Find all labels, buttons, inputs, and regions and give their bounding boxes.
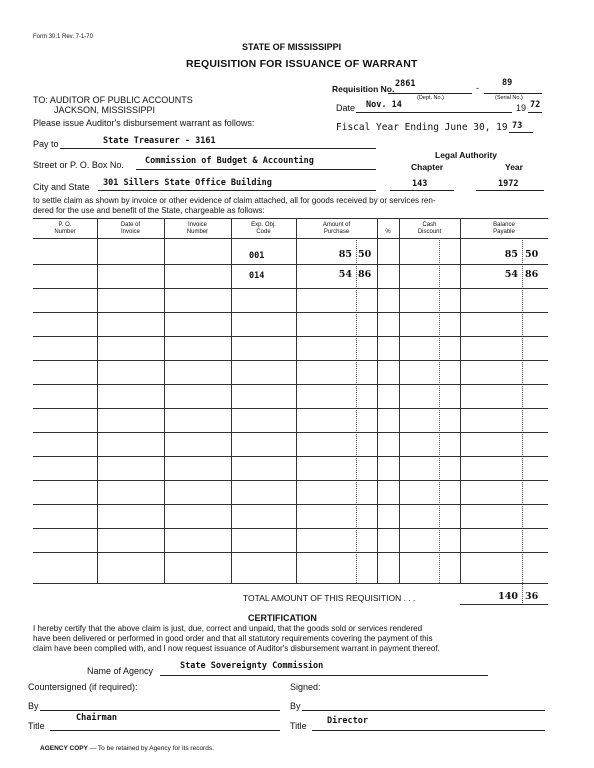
requisition-serial-no: 89 <box>502 78 513 88</box>
amount-cents-cell: 50 <box>358 249 372 260</box>
row-rule <box>33 312 548 313</box>
balance-cents-cell: 50 <box>525 249 539 260</box>
certification-line-1: I hereby certify that the above claim is just, due, correct and unpaid, that the goods sold or services rendered <box>33 624 423 633</box>
row-rule <box>33 408 548 409</box>
date-label: Date <box>336 103 356 113</box>
fiscal-year-suffix: 73 <box>512 121 523 131</box>
year-label: Year <box>505 162 523 172</box>
row-rule <box>33 288 548 289</box>
title-line-left <box>50 730 280 731</box>
amount-dollars-cell: 54 <box>338 269 352 280</box>
row-rule <box>33 504 548 505</box>
chapter-value: 143 <box>412 179 428 189</box>
to-line-2: JACKSON, MISSISSIPPI <box>54 105 156 115</box>
row-rule <box>33 480 548 481</box>
city-line <box>98 190 376 191</box>
street-value: Commission of Budget & Accounting <box>145 156 314 166</box>
certification-line-3: claim have been complied with, and I now request issuance of Auditor's disbursement warrant in payment thereof. <box>33 644 440 653</box>
requisition-label: Requisition No. <box>332 84 395 94</box>
footer-note <box>40 745 214 752</box>
serial-no-line <box>484 93 542 94</box>
pay-to-line <box>60 148 376 149</box>
certification-heading: CERTIFICATION <box>248 613 317 623</box>
table-top-border <box>33 218 548 219</box>
chapter-label: Chapter <box>411 162 444 172</box>
pay-to-label: Pay to <box>33 139 59 149</box>
table-header-border <box>33 238 548 239</box>
footer-copy-label: AGENCY COPY <box>40 745 88 752</box>
total-cents: 36 <box>525 591 539 602</box>
row-rule <box>33 384 548 385</box>
header-balance-text: Balance Payable <box>493 222 515 235</box>
discount-cents-divider <box>439 238 440 583</box>
header-amount-text: Amount of Purchase <box>322 222 351 235</box>
date-year-prefix: 19 <box>516 103 527 113</box>
row-rule <box>33 456 548 457</box>
dept-no-caption: (Dept. No.) <box>417 95 444 101</box>
header-pct-text: % <box>385 229 391 235</box>
header-po-number <box>33 222 97 235</box>
certification-line-2: have been delivered or performed in good order and that all statutory requirements covering the payment of this <box>33 634 433 643</box>
agency-name-value: State Sovereignty Commission <box>180 661 324 671</box>
row-rule <box>33 336 548 337</box>
legal-authority-heading: Legal Authority <box>435 150 498 160</box>
year-line <box>528 112 542 113</box>
city-value: 301 Sillers State Office Building <box>103 178 272 188</box>
table-bottom-border <box>33 583 548 584</box>
balance-cents-divider <box>522 238 523 603</box>
header-date-of-invoice <box>97 222 164 235</box>
balance-dollars-cell: 85 <box>504 249 518 260</box>
total-dollars: 140 <box>498 591 518 602</box>
header-po-text: P. O. Number <box>54 222 76 235</box>
amount-cents-cell: 86 <box>358 269 372 280</box>
by-line-left <box>40 710 280 711</box>
balance-dollars-cell: 54 <box>504 269 518 280</box>
street-label: Street or P. O. Box No. <box>33 160 124 170</box>
settle-text-1: to settle claim as shown by invoice or other evidence of claim attached, all for goods received by or services ren- <box>33 196 436 205</box>
settle-text-2: dered for the use and benefit of the State, chargeable as follows: <box>33 206 265 215</box>
title-value-right: Director <box>327 716 368 726</box>
row-rule <box>33 432 548 433</box>
amount-cents-divider <box>356 238 357 583</box>
header-discount-text: Cash Discount <box>417 222 442 235</box>
pay-to-value: State Treasurer - 3161 <box>103 136 216 146</box>
header-exp-obj-code <box>231 222 296 235</box>
legal-year-line <box>476 190 544 191</box>
date-year-suffix: 72 <box>530 100 541 110</box>
title-value-left: Chairman <box>76 713 117 723</box>
instruction-text: Please issue Auditor's disbursement warrant as follows: <box>33 118 255 128</box>
header-invoice-text: Invoice Number <box>186 222 209 235</box>
title-label-left: Title <box>28 721 45 731</box>
date-line <box>356 112 512 113</box>
agency-name-line <box>160 675 488 676</box>
title-line-right <box>312 730 545 731</box>
row-rule <box>33 552 548 553</box>
total-underline <box>460 604 548 605</box>
row-rule <box>33 528 548 529</box>
state-heading: STATE OF MISSISSIPPI <box>242 42 342 52</box>
row-rule <box>33 360 548 361</box>
by-label-left: By <box>28 701 39 711</box>
exp-code-cell: 014 <box>249 271 265 281</box>
city-label: City and State <box>33 182 90 192</box>
header-percent <box>377 229 399 236</box>
signed-label: Signed: <box>290 682 321 692</box>
footer-copy-text: — To be retained by Agency for its records. <box>87 745 214 752</box>
agency-name-label: Name of Agency <box>87 666 154 676</box>
fiscal-year-line <box>509 132 533 133</box>
dash: - <box>476 83 479 93</box>
amount-dollars-cell: 85 <box>338 249 352 260</box>
form-id: Form 30.1 Rev. 7-1-70 <box>33 34 93 40</box>
row-rule <box>33 264 548 265</box>
title-label-right: Title <box>290 721 307 731</box>
street-line <box>136 169 376 170</box>
dept-no-line <box>388 93 472 94</box>
by-label-right: By <box>290 701 301 711</box>
requisition-dept-no: 2861 <box>395 79 416 89</box>
header-balance-payable <box>460 222 548 235</box>
countersigned-label: Countersigned (if required): <box>28 682 138 692</box>
exp-code-cell: 001 <box>249 251 265 261</box>
header-exp-text: Exp. Obj. Code <box>251 222 276 235</box>
header-date-text: Date of Invoice <box>120 222 141 235</box>
serial-no-caption: (Serial No.) <box>495 95 523 101</box>
balance-cents-cell: 86 <box>525 269 539 280</box>
header-amount-of-purchase <box>296 222 377 235</box>
date-value: Nov. 14 <box>366 100 402 110</box>
to-line-1: TO: AUDITOR OF PUBLIC ACCOUNTS <box>33 95 193 105</box>
fiscal-year-label: Fiscal Year Ending June 30, 19 <box>336 122 508 133</box>
chapter-line <box>390 190 454 191</box>
header-invoice-number <box>164 222 231 235</box>
legal-year-value: 1972 <box>498 179 519 189</box>
total-label: TOTAL AMOUNT OF THIS REQUISITION . . . <box>243 593 416 603</box>
form-title: REQUISITION FOR ISSUANCE OF WARRANT <box>186 58 418 70</box>
by-line-right <box>302 710 545 711</box>
header-cash-discount <box>399 222 460 235</box>
